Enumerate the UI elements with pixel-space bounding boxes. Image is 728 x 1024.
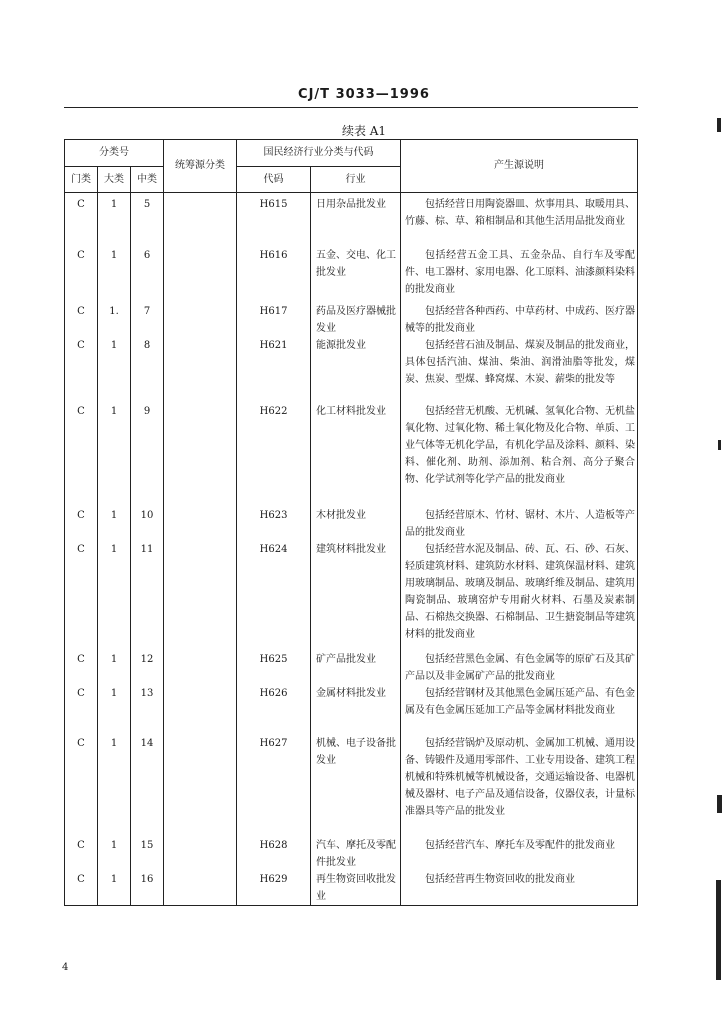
cell-medium: 10 xyxy=(131,507,164,541)
cell-source xyxy=(164,735,237,837)
cell-industry: 金属材料批发业 xyxy=(311,685,401,735)
cell-industry: 五金、交电、化工批发业 xyxy=(311,247,401,303)
scan-edge-mark xyxy=(717,795,722,813)
cell-code: H622 xyxy=(237,403,311,507)
cell-industry: 建筑材料批发业 xyxy=(311,541,401,651)
cell-medium: 12 xyxy=(131,651,164,685)
description-text: 包括经营五金工具、五金杂品、自行车及零配件、电工器材、家用电器、化工原料、油漆颜料染料的批发商业 xyxy=(405,249,636,295)
table-row xyxy=(65,247,638,303)
cell-category: C xyxy=(65,871,98,906)
cell-medium: 14 xyxy=(131,735,164,837)
cell-major: 1 xyxy=(98,247,131,303)
cell-description xyxy=(401,541,638,651)
cell-category: C xyxy=(65,303,98,337)
cell-source xyxy=(164,337,237,403)
header-rule xyxy=(64,107,638,108)
scan-edge-mark xyxy=(716,880,721,980)
cell-source xyxy=(164,837,237,871)
cell-code: H629 xyxy=(237,871,311,906)
cell-industry: 木材批发业 xyxy=(311,507,401,541)
description-text: 包括经营汽车、摩托车及零配件的批发商业 xyxy=(425,839,616,851)
cell-category: C xyxy=(65,541,98,651)
cell-description xyxy=(401,837,638,871)
cell-description xyxy=(401,651,638,685)
cell-category: C xyxy=(65,837,98,871)
cell-major: 1 xyxy=(98,685,131,735)
cell-medium: 11 xyxy=(131,541,164,651)
cell-description xyxy=(401,871,638,906)
table-row xyxy=(65,303,638,337)
cell-code: H625 xyxy=(237,651,311,685)
cell-industry: 机械、电子设备批发业 xyxy=(311,735,401,837)
cell-medium: 6 xyxy=(131,247,164,303)
cell-description xyxy=(401,735,638,837)
description-text: 包括经营锅炉及原动机、金属加工机械、通用设备、铸锻件及通用零部件、工业专用设备、建筑工程机械和特殊机械等机械设备，交通运输设备、电器机械及器材、电子产品及通信设备，仪器仪表，计量标准器具等产品的批发业 xyxy=(405,737,636,817)
cell-source xyxy=(164,871,237,906)
cell-major: 1 xyxy=(98,337,131,403)
cell-description xyxy=(401,403,638,507)
cell-description xyxy=(401,247,638,303)
cell-major: 1 xyxy=(98,541,131,651)
table-row xyxy=(65,403,638,507)
cell-description xyxy=(401,685,638,735)
cell-description xyxy=(401,193,638,247)
page-number: 4 xyxy=(62,962,69,973)
scan-edge-mark xyxy=(717,118,721,132)
cell-major: 1 xyxy=(98,871,131,906)
table-row xyxy=(65,507,638,541)
table-row xyxy=(65,651,638,685)
header-category: 门类 xyxy=(65,167,98,193)
header-major: 大类 xyxy=(98,167,131,193)
cell-medium: 7 xyxy=(131,303,164,337)
description-text: 包括经营黑色金属、有色金属等的原矿石及其矿产品以及非金属矿产品的批发商业 xyxy=(405,653,636,682)
description-text: 包括经营水泥及制品、砖、瓦、石、砂、石灰、轻质建筑材料、建筑防水材料、建筑保温材料、建筑用玻璃制品、玻璃及制品、玻璃纤维及制品、建筑用陶瓷制品、玻璃窑炉专用耐火材料、石墨及炭素制品、石棉热交换器、石棉制品、卫生搪瓷制品等建筑材料的批发商业 xyxy=(405,543,636,640)
table-row xyxy=(65,871,638,906)
cell-major: 1 xyxy=(98,403,131,507)
cell-description xyxy=(401,507,638,541)
header-classification-no: 分类号 xyxy=(65,140,164,167)
cell-category: C xyxy=(65,507,98,541)
scan-edge-mark xyxy=(718,440,721,450)
table-row xyxy=(65,837,638,871)
cell-category: C xyxy=(65,651,98,685)
cell-category: C xyxy=(65,337,98,403)
table-caption: 续表 A1 xyxy=(341,124,387,138)
cell-category: C xyxy=(65,193,98,247)
cell-source xyxy=(164,193,237,247)
cell-medium: 16 xyxy=(131,871,164,906)
document-code: CJ/T 3033—1996 xyxy=(298,87,430,102)
cell-major: 1 xyxy=(98,735,131,837)
cell-major: 1 xyxy=(98,507,131,541)
table-row xyxy=(65,735,638,837)
cell-industry: 化工材料批发业 xyxy=(311,403,401,507)
table-row xyxy=(65,337,638,403)
description-text: 包括经营无机酸、无机碱、氢氧化合物、无机盐氧化物、过氧化物、稀土氧化物及化合物、单质、工业气体等无机化学品，有机化学品及涂料、颜料、染料、催化剂、助剂、添加剂、粘合剂、高分子聚合物、化学试剂等化学产品的批发商业 xyxy=(405,405,636,485)
cell-source xyxy=(164,651,237,685)
cell-industry: 日用杂品批发业 xyxy=(311,193,401,247)
cell-code: H623 xyxy=(237,507,311,541)
header-industry: 行业 xyxy=(311,167,401,193)
cell-major: 1 xyxy=(98,651,131,685)
cell-description xyxy=(401,337,638,403)
cell-category: C xyxy=(65,403,98,507)
cell-medium: 5 xyxy=(131,193,164,247)
table-row xyxy=(65,685,638,735)
description-text: 包括经营日用陶瓷器皿、炊事用具、取暖用具、竹藤、棕、草、箱相制品和其他生活用品批发商业 xyxy=(405,199,636,227)
cell-description xyxy=(401,303,638,337)
description-text: 包括经营石油及制品、煤炭及制品的批发商业，具体包括汽油、煤油、柴油、润滑油脂等批发，煤炭、焦炭、型煤、蜂窝煤、木炭、薪柴的批发等 xyxy=(405,339,636,385)
description-text: 包括经营各种西药、中草药材、中成药、医疗器械等的批发商业 xyxy=(405,305,636,334)
cell-code: H626 xyxy=(237,685,311,735)
header-code: 代码 xyxy=(237,167,311,193)
cell-code: H616 xyxy=(237,247,311,303)
cell-major: 1 xyxy=(98,193,131,247)
cell-medium: 9 xyxy=(131,403,164,507)
cell-source xyxy=(164,303,237,337)
cell-medium: 8 xyxy=(131,337,164,403)
description-text: 包括经营原木、竹材、锯材、木片、人造板等产品的批发商业 xyxy=(405,509,636,538)
cell-source xyxy=(164,685,237,735)
cell-medium: 15 xyxy=(131,837,164,871)
cell-category: C xyxy=(65,685,98,735)
header-description: 产生源说明 xyxy=(401,140,638,193)
cell-source xyxy=(164,507,237,541)
cell-industry: 矿产品批发业 xyxy=(311,651,401,685)
table-row xyxy=(65,541,638,651)
cell-code: H615 xyxy=(237,193,311,247)
header-industry-group: 国民经济行业分类与代码 xyxy=(237,140,401,167)
header-source: 统筹源分类 xyxy=(164,140,237,193)
cell-category: C xyxy=(65,735,98,837)
classification-table xyxy=(64,139,638,906)
cell-source xyxy=(164,247,237,303)
description-text: 包括经营再生物资回收的批发商业 xyxy=(425,873,576,885)
description-text: 包括经营钢材及其他黑色金属压延产品、有色金属及有色金属压延加工产品等金属材料批发商业 xyxy=(405,687,636,716)
header-medium: 中类 xyxy=(131,167,164,193)
cell-code: H627 xyxy=(237,735,311,837)
cell-code: H628 xyxy=(237,837,311,871)
cell-code: H624 xyxy=(237,541,311,651)
cell-industry: 能源批发业 xyxy=(311,337,401,403)
cell-major: 1 xyxy=(98,837,131,871)
cell-source xyxy=(164,403,237,507)
cell-industry: 再生物资回收批发业 xyxy=(311,871,401,906)
cell-code: H621 xyxy=(237,337,311,403)
cell-major: 1. xyxy=(98,303,131,337)
cell-code: H617 xyxy=(237,303,311,337)
cell-industry: 药品及医疗器械批发业 xyxy=(311,303,401,337)
cell-source xyxy=(164,541,237,651)
cell-medium: 13 xyxy=(131,685,164,735)
cell-industry: 汽车、摩托及零配件批发业 xyxy=(311,837,401,871)
cell-category: C xyxy=(65,247,98,303)
table-row xyxy=(65,193,638,247)
